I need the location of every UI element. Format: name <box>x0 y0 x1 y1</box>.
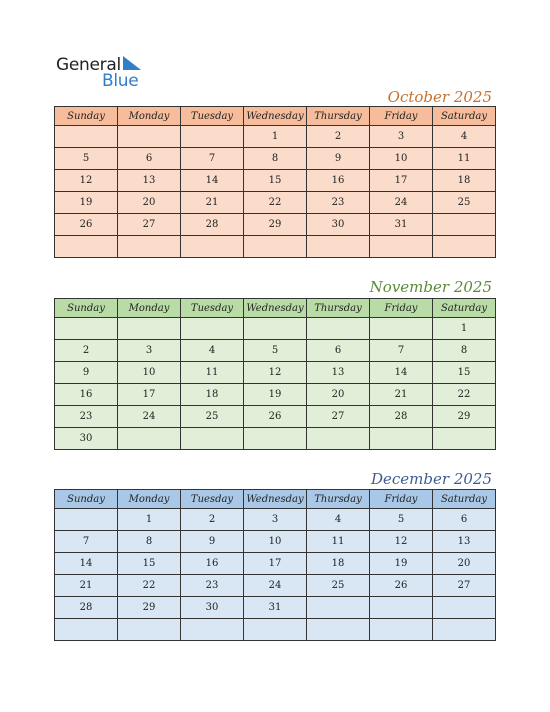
day-cell: 24 <box>244 575 307 597</box>
day-cell: 9 <box>181 531 244 553</box>
weekday-header-row <box>55 107 496 126</box>
day-cell: 22 <box>433 384 496 406</box>
day-cell: 14 <box>55 553 118 575</box>
day-cell <box>370 318 433 340</box>
day-cell <box>55 318 118 340</box>
day-cell: 14 <box>181 170 244 192</box>
day-cell: 11 <box>307 531 370 553</box>
day-cell: 8 <box>244 148 307 170</box>
day-cell: 23 <box>55 406 118 428</box>
weekday-header: Tuesday <box>181 107 244 126</box>
day-cell: 2 <box>307 126 370 148</box>
day-cell: 5 <box>244 340 307 362</box>
day-cell: 5 <box>370 509 433 531</box>
week-row <box>55 192 496 214</box>
weekday-header-row <box>55 299 496 318</box>
week-row <box>55 597 496 619</box>
day-cell <box>244 318 307 340</box>
day-cell: 25 <box>433 192 496 214</box>
day-cell: 19 <box>370 553 433 575</box>
day-cell: 15 <box>433 362 496 384</box>
day-cell: 28 <box>370 406 433 428</box>
weekday-header: Sunday <box>55 490 118 509</box>
day-cell <box>307 597 370 619</box>
day-cell: 29 <box>433 406 496 428</box>
day-cell: 25 <box>181 406 244 428</box>
day-cell: 21 <box>55 575 118 597</box>
day-cell <box>307 318 370 340</box>
day-cell: 22 <box>118 575 181 597</box>
day-cell: 12 <box>55 170 118 192</box>
day-cell: 1 <box>433 318 496 340</box>
day-cell <box>244 428 307 450</box>
day-cell: 3 <box>244 509 307 531</box>
day-cell: 1 <box>244 126 307 148</box>
weekday-header: Friday <box>370 107 433 126</box>
day-cell: 30 <box>55 428 118 450</box>
day-cell <box>307 428 370 450</box>
week-row <box>55 509 496 531</box>
week-row <box>55 126 496 148</box>
day-cell: 7 <box>370 340 433 362</box>
logo-general-text: General <box>56 55 121 75</box>
day-cell: 19 <box>55 192 118 214</box>
day-cell <box>55 236 118 258</box>
day-cell: 21 <box>181 192 244 214</box>
day-cell: 13 <box>118 170 181 192</box>
day-cell: 8 <box>118 531 181 553</box>
day-cell: 3 <box>118 340 181 362</box>
day-cell: 2 <box>181 509 244 531</box>
day-cell <box>433 236 496 258</box>
logo-triangle-icon <box>123 56 141 70</box>
day-cell: 18 <box>307 553 370 575</box>
day-cell: 16 <box>181 553 244 575</box>
week-row <box>55 384 496 406</box>
day-cell: 29 <box>244 214 307 236</box>
day-cell: 16 <box>55 384 118 406</box>
day-cell <box>118 619 181 641</box>
day-cell <box>370 236 433 258</box>
day-cell: 27 <box>307 406 370 428</box>
week-row <box>55 340 496 362</box>
day-cell: 26 <box>370 575 433 597</box>
week-row <box>55 406 496 428</box>
weekday-header: Thursday <box>307 107 370 126</box>
day-cell: 1 <box>118 509 181 531</box>
day-cell: 13 <box>307 362 370 384</box>
weekday-header: Friday <box>370 490 433 509</box>
day-cell: 12 <box>370 531 433 553</box>
weekday-header: Monday <box>118 299 181 318</box>
day-cell <box>244 236 307 258</box>
day-cell: 10 <box>118 362 181 384</box>
day-cell: 7 <box>181 148 244 170</box>
day-cell: 19 <box>244 384 307 406</box>
week-row <box>55 553 496 575</box>
day-cell <box>433 619 496 641</box>
day-cell: 6 <box>433 509 496 531</box>
day-cell <box>433 597 496 619</box>
day-cell: 26 <box>244 406 307 428</box>
weekday-header-row <box>55 490 496 509</box>
day-cell: 31 <box>370 214 433 236</box>
weekday-header: Saturday <box>433 107 496 126</box>
day-cell: 17 <box>370 170 433 192</box>
day-cell <box>55 619 118 641</box>
weekday-header: Saturday <box>433 490 496 509</box>
day-cell <box>307 619 370 641</box>
day-cell: 18 <box>181 384 244 406</box>
day-cell: 17 <box>244 553 307 575</box>
logo-blue-text: Blue <box>102 71 139 91</box>
day-cell <box>307 236 370 258</box>
day-cell: 21 <box>370 384 433 406</box>
weekday-header: Thursday <box>307 299 370 318</box>
day-cell: 25 <box>307 575 370 597</box>
weekday-header: Tuesday <box>181 299 244 318</box>
day-cell: 30 <box>181 597 244 619</box>
week-row <box>55 148 496 170</box>
day-cell: 18 <box>433 170 496 192</box>
day-cell: 9 <box>55 362 118 384</box>
day-cell <box>181 236 244 258</box>
day-cell <box>118 428 181 450</box>
day-cell: 2 <box>55 340 118 362</box>
weekday-header: Wednesday <box>244 299 307 318</box>
weekday-header: Monday <box>118 490 181 509</box>
day-cell: 22 <box>244 192 307 214</box>
day-cell <box>244 619 307 641</box>
day-cell: 28 <box>181 214 244 236</box>
day-cell: 30 <box>307 214 370 236</box>
weekday-header: Friday <box>370 299 433 318</box>
week-row <box>55 170 496 192</box>
weekday-header: Wednesday <box>244 107 307 126</box>
day-cell: 6 <box>118 148 181 170</box>
day-cell: 20 <box>118 192 181 214</box>
day-cell <box>370 619 433 641</box>
weekday-header: Sunday <box>55 299 118 318</box>
weekday-header: Thursday <box>307 490 370 509</box>
day-cell: 5 <box>55 148 118 170</box>
day-cell <box>433 214 496 236</box>
day-cell <box>370 597 433 619</box>
weekday-header: Monday <box>118 107 181 126</box>
day-cell <box>181 428 244 450</box>
day-cell: 10 <box>244 531 307 553</box>
day-cell: 23 <box>307 192 370 214</box>
day-cell <box>181 619 244 641</box>
month-title-october: October 2025 <box>387 88 492 106</box>
day-cell: 17 <box>118 384 181 406</box>
day-cell <box>118 236 181 258</box>
day-cell: 14 <box>370 362 433 384</box>
day-cell: 23 <box>181 575 244 597</box>
week-row <box>55 428 496 450</box>
day-cell: 7 <box>55 531 118 553</box>
day-cell <box>118 318 181 340</box>
day-cell <box>118 126 181 148</box>
week-row <box>55 575 496 597</box>
day-cell: 29 <box>118 597 181 619</box>
weekday-header: Sunday <box>55 107 118 126</box>
week-row <box>55 362 496 384</box>
day-cell <box>181 318 244 340</box>
calendar-december <box>54 489 496 641</box>
day-cell: 16 <box>307 170 370 192</box>
week-row <box>55 318 496 340</box>
day-cell: 26 <box>55 214 118 236</box>
day-cell: 24 <box>118 406 181 428</box>
day-cell: 24 <box>370 192 433 214</box>
week-row <box>55 619 496 641</box>
day-cell: 10 <box>370 148 433 170</box>
day-cell <box>370 428 433 450</box>
day-cell: 15 <box>118 553 181 575</box>
day-cell: 15 <box>244 170 307 192</box>
day-cell <box>55 126 118 148</box>
calendar-october <box>54 106 496 258</box>
day-cell: 20 <box>433 553 496 575</box>
day-cell <box>181 126 244 148</box>
week-row <box>55 236 496 258</box>
day-cell: 11 <box>433 148 496 170</box>
day-cell <box>433 428 496 450</box>
day-cell: 12 <box>244 362 307 384</box>
week-row <box>55 214 496 236</box>
day-cell: 6 <box>307 340 370 362</box>
weekday-header: Wednesday <box>244 490 307 509</box>
day-cell: 27 <box>118 214 181 236</box>
day-cell <box>55 509 118 531</box>
day-cell: 11 <box>181 362 244 384</box>
day-cell: 3 <box>370 126 433 148</box>
day-cell: 20 <box>307 384 370 406</box>
day-cell: 31 <box>244 597 307 619</box>
week-row <box>55 531 496 553</box>
weekday-header: Saturday <box>433 299 496 318</box>
month-title-december: December 2025 <box>371 470 492 488</box>
month-title-november: November 2025 <box>369 278 492 296</box>
calendar-november <box>54 298 496 450</box>
generalblue-logo <box>56 55 156 91</box>
day-cell: 13 <box>433 531 496 553</box>
day-cell: 4 <box>433 126 496 148</box>
day-cell: 27 <box>433 575 496 597</box>
day-cell: 9 <box>307 148 370 170</box>
day-cell: 8 <box>433 340 496 362</box>
day-cell: 4 <box>181 340 244 362</box>
day-cell: 28 <box>55 597 118 619</box>
weekday-header: Tuesday <box>181 490 244 509</box>
day-cell: 4 <box>307 509 370 531</box>
